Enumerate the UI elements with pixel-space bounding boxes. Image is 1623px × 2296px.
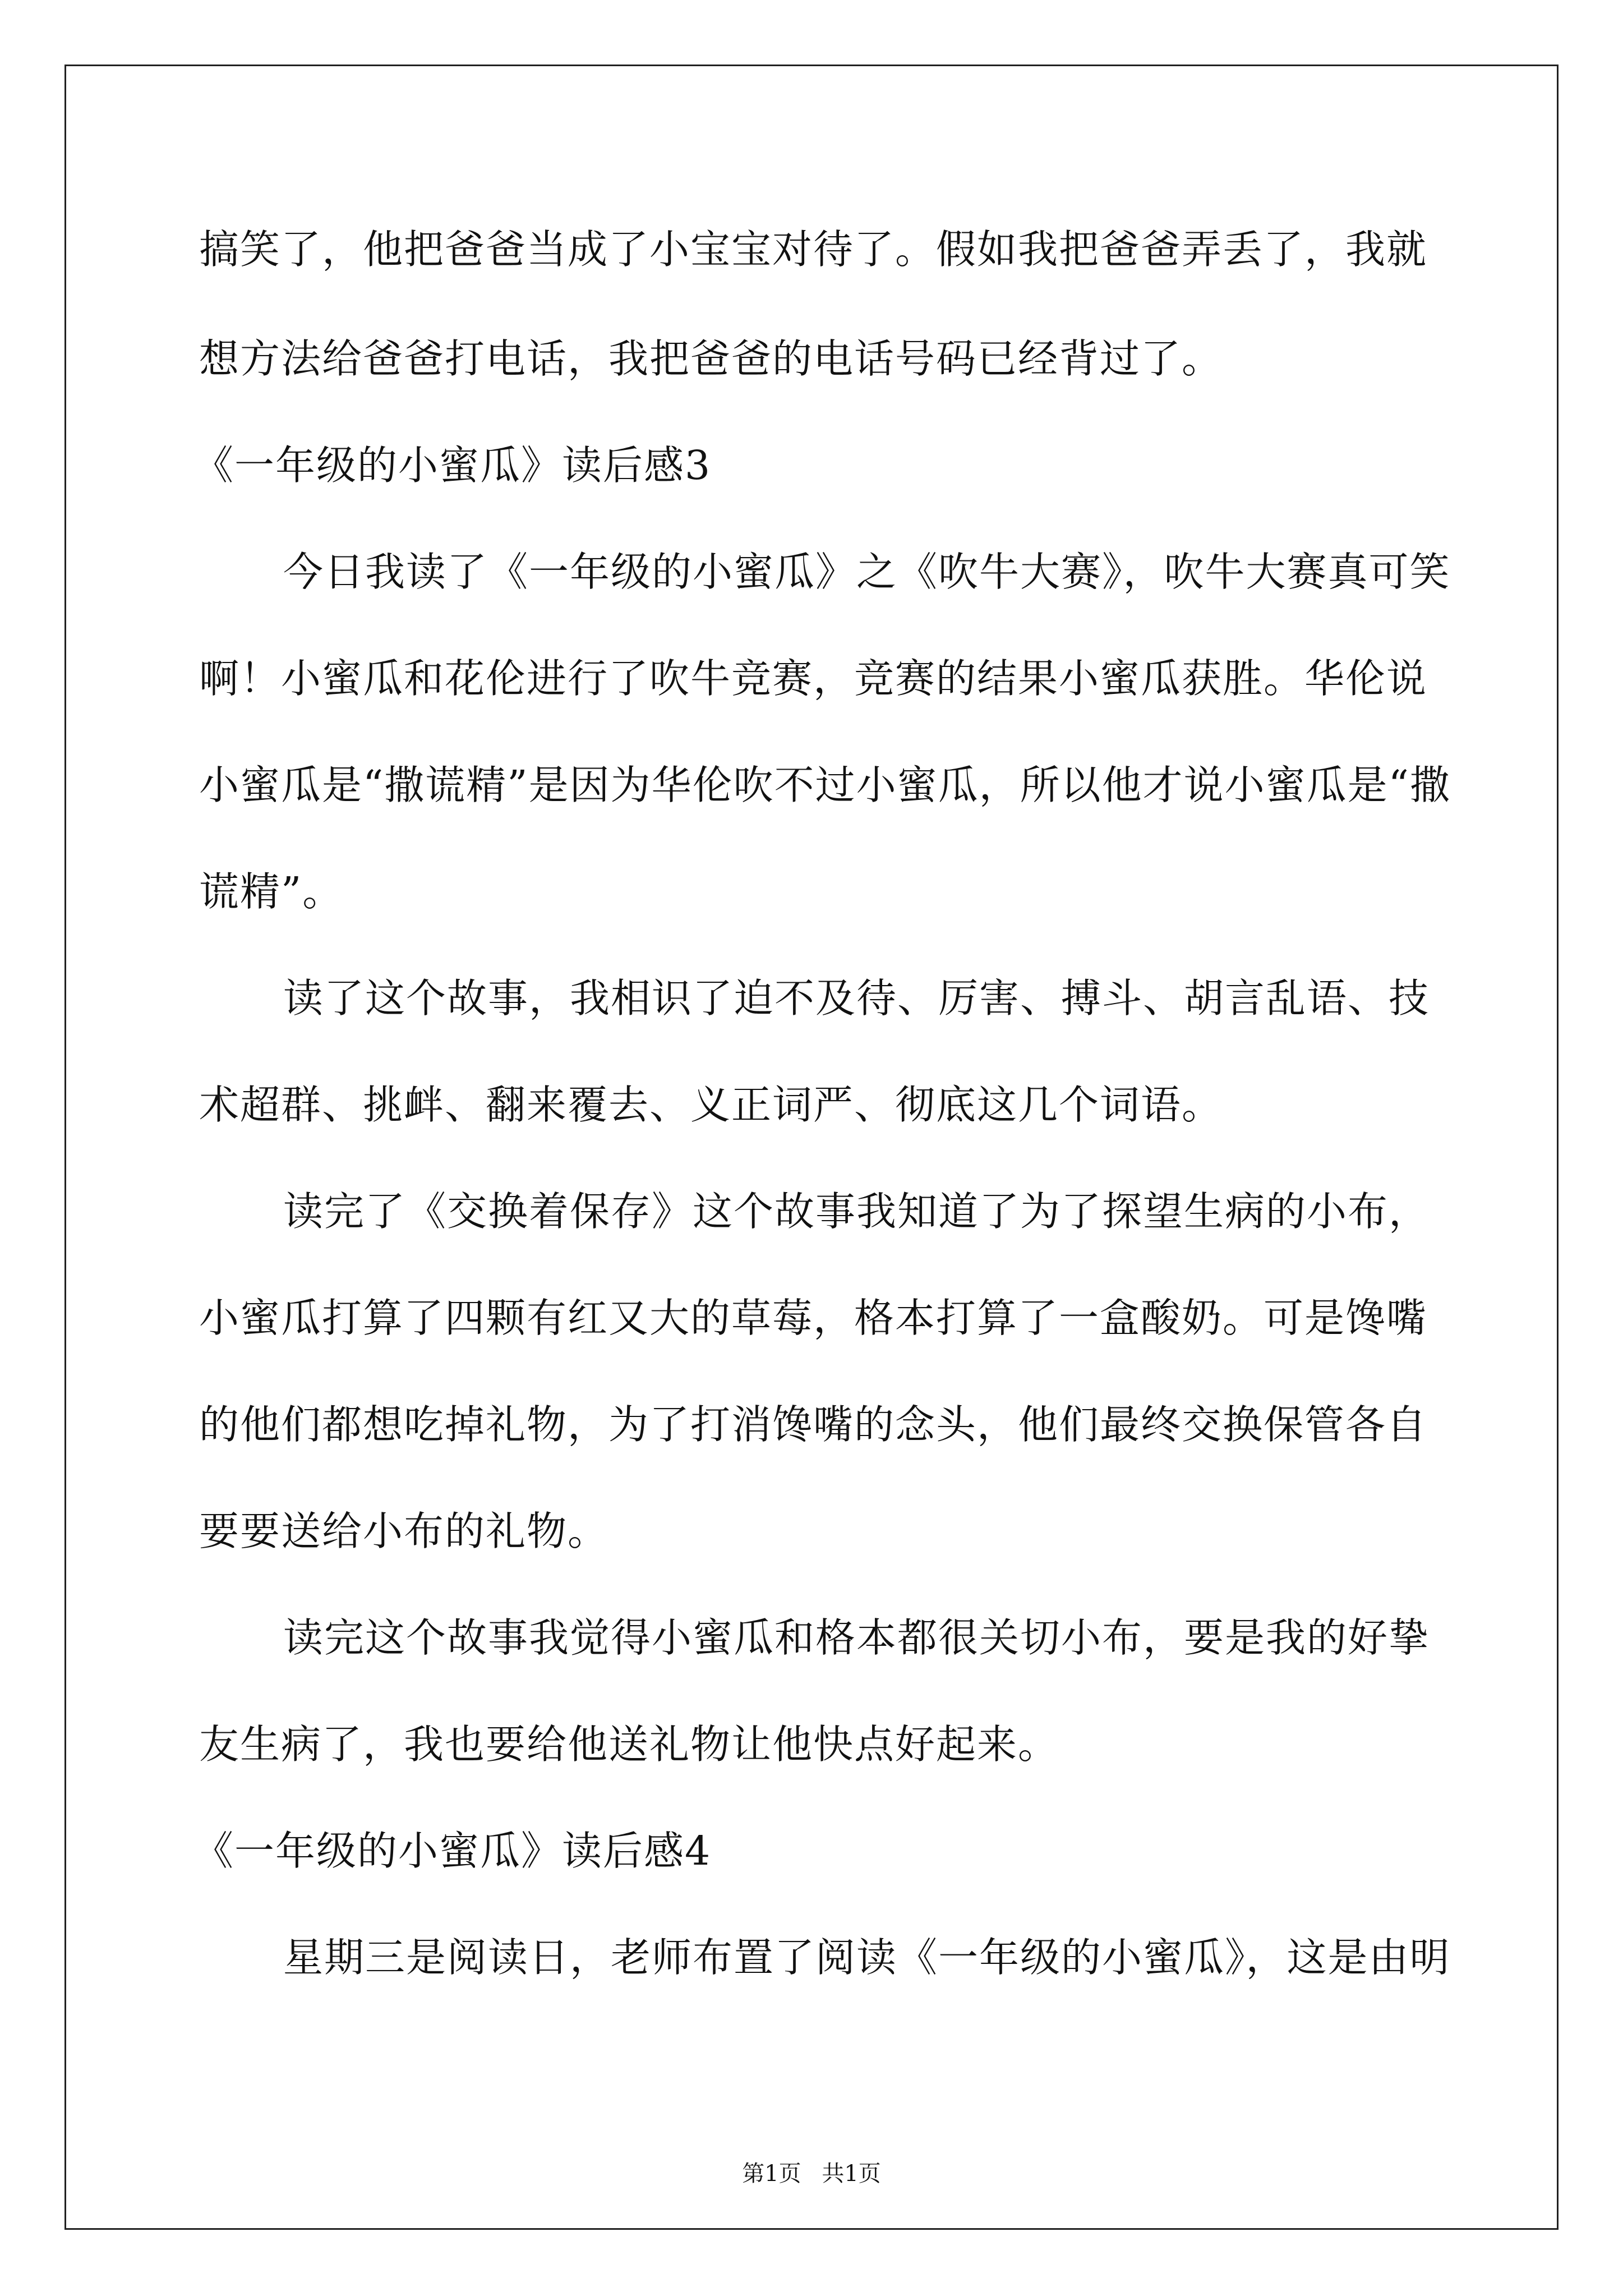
body-text-line: 读了这个故事，我相识了迫不及待、厉害、搏斗、胡言乱语、技	[283, 975, 1430, 1022]
body-text-line: 小蜜瓜打算了四颗有红又大的草莓，格本打算了一盒酸奶。可是馋嘴	[199, 1295, 1428, 1341]
page-footer	[0, 2157, 1623, 2191]
page-border	[64, 65, 1559, 2230]
body-text-line: 术超群、挑衅、翻来覆去、义正词严、彻底这几个词语。	[199, 1082, 1223, 1128]
body-text-line: 谎精”。	[199, 868, 344, 915]
body-text-line: 今日我读了《一年级的小蜜瓜》之《吹牛大赛》，吹牛大赛真可笑	[283, 549, 1451, 595]
page-total: 共1页	[822, 2161, 881, 2187]
body-text-line: 啊！小蜜瓜和花伦进行了吹牛竞赛，竞赛的结果小蜜瓜获胜。华伦说	[199, 655, 1428, 702]
section-heading: 《一年级的小蜜瓜》读后感4	[193, 1828, 712, 1874]
body-text-line: 搞笑了，他把爸爸当成了小宝宝对待了。假如我把爸爸弄丢了，我就	[199, 226, 1428, 273]
section-heading: 《一年级的小蜜瓜》读后感3	[193, 442, 712, 489]
body-text-line: 想方法给爸爸打电话，我把爸爸的电话号码已经背过了。	[199, 335, 1223, 382]
body-text-line: 读完了《交换着保存》这个故事我知道了为了探望生病的小布，	[283, 1188, 1430, 1235]
body-text-line: 友生病了，我也要给他送礼物让他快点好起来。	[199, 1721, 1059, 1768]
body-text-line: 的他们都想吃掉礼物，为了打消馋嘴的念头，他们最终交换保管各自	[199, 1401, 1428, 1448]
body-text-line: 小蜜瓜是“撒谎精”是因为华伦吹不过小蜜瓜，所以他才说小蜜瓜是“撒	[199, 762, 1451, 808]
body-text-line: 星期三是阅读日，老师布置了阅读《一年级的小蜜瓜》，这是由明	[283, 1934, 1451, 1981]
body-text-line: 读完这个故事我觉得小蜜瓜和格本都很关切小布，要是我的好挚	[283, 1614, 1430, 1661]
page-number: 第1页	[742, 2161, 801, 2187]
body-text-line: 要要送给小布的礼物。	[199, 1508, 609, 1554]
